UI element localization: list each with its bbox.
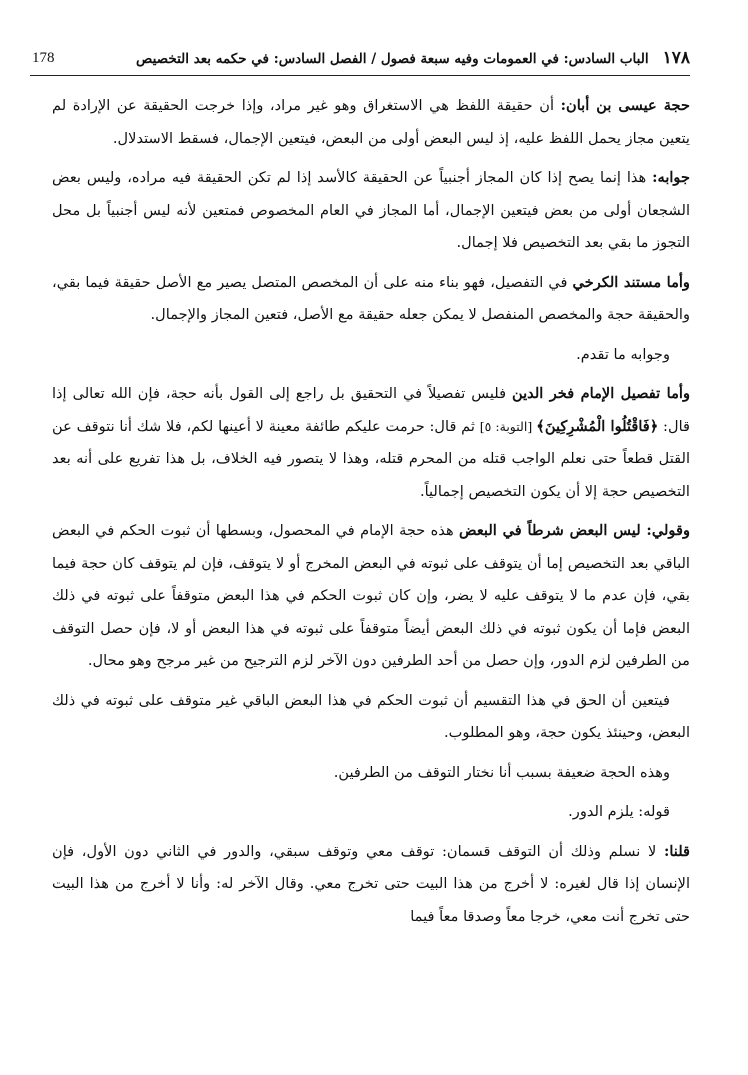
paragraph — [52, 90, 690, 155]
paragraph-lead: جوابه: — [652, 169, 690, 186]
paragraph — [52, 267, 690, 332]
page-header — [30, 45, 690, 76]
paragraph-text: وهذه الحجة ضعيفة بسبب أنا نختار التوقف من الطرفين. — [333, 763, 670, 781]
paragraph-text: فليس تفصيلاً في التحقيق بل راجع إلى القول بأنه حجة، فإن الله تعالى إذا قال: — [52, 385, 690, 435]
quran-verse: ﴿فَاقْتُلُوا الْمُشْرِكِينَ﴾ — [536, 417, 659, 435]
paragraph — [52, 162, 690, 260]
paragraph — [52, 515, 690, 678]
paragraph — [52, 836, 690, 934]
paragraph-lead: حجة عيسى بن أبان: — [560, 97, 690, 114]
page-number-arabic: ١٧٨ — [662, 48, 690, 68]
paragraph-text: هذه حجة الإمام في المحصول، وبسطها أن ثبوت الحكم في البعض الباقي بعد التخصيص إما أن يتوقف على ثبوته في البعض المخرج أو لا يتوقف، فإن لم يتوقف كان حجة فيما بقي، فإن عدم ما لا يتوقف عليه لا يضر، وإن كان ثبوت الحكم في هذا البعض متوقفاً على ثبوته في ذلك البعض فإما أن يكون ثبوته في ذلك البعض أيضاً متوقفاً على ثبوته في هذا البعض أو لا، فإن حصل التوقف من الطرفين لزم الدور، وإن حصل من أحد الطرفين دون الآخر لزم الترجيح من غير مرجح وهو محال. — [52, 522, 690, 669]
paragraph-lead: قلنا: — [663, 842, 690, 860]
paragraph-text: قوله: يلزم الدور. — [568, 803, 670, 820]
paragraph-text: لا نسلم وذلك أن التوقف قسمان: توقف معي وتوقف سبقي، والدور في الثاني دون الأول، فإن الإنسان إذا قال لغيره: لا أخرج من هذا البيت حتى تخرج معي. وقال الآخر له: وأنا لا أخرج من هذا البيت حتى تخرج أنت معي، خرجا معاً وصدقا معاً فيما — [52, 842, 690, 925]
running-title: الباب السادس: في العمومات وفيه سبعة فصول / الفصل السادس: في حكمه بعد التخصيص — [136, 51, 649, 67]
page-number-latin: 178 — [32, 50, 55, 66]
paragraph — [52, 796, 690, 829]
paragraph-lead: وأما مستند الكرخي — [572, 273, 690, 291]
page-body — [52, 90, 690, 940]
paragraph-text: هذا إنما يصح إذا كان المجاز أجنبياً عن الحقيقة كالأسد إذا لم تكن الحقيقة فيه مراده، وليس بعض الشجعان أولى من بعض فيتعين الإجمال، أما المجاز في العام المخصوص فمتعين لأنه ليس أجنبياً بل محل التجوز ما بقي بعد التخصيص فلا إجمال. — [52, 169, 690, 251]
verse-reference: [التوبة: ٥] — [479, 418, 537, 434]
paragraph-lead: وقولي: ليس البعض شرطاً في البعض — [459, 522, 690, 539]
paragraph-text: في التفصيل، فهو بناء منه على أن المخصص المتصل يصير مع الأصل حقيقة فيما بقي، والحقيقة حجة والمخصص المنفصل لا يمكن جعله حقيقة مع الأصل، فتعين المجاز والإجمال. — [52, 273, 690, 323]
paragraph — [52, 685, 690, 750]
paragraph-text: أن حقيقة اللفظ هي الاستغراق وهو غير مراد، وإذا خرجت الحقيقة عن الإرادة لم يتعين مجاز يحمل اللفظ عليه، إذ ليس البعض أولى من البعض، فيتعين الإجمال، فسقط الاستدلال. — [52, 97, 690, 147]
paragraph — [52, 378, 690, 508]
paragraph — [52, 757, 690, 790]
paragraph-text: فيتعين أن الحق في هذا التقسيم أن ثبوت الحكم في هذا البعض الباقي غير متوقف على ثبوته في ذلك البعض، وحينئذ يكون حجة، وهو المطلوب. — [52, 691, 690, 741]
paragraph-lead: وأما تفصيل الإمام فخر الدين — [512, 385, 690, 402]
running-header — [136, 48, 690, 68]
paragraph-text: وجوابه ما تقدم. — [576, 345, 670, 363]
paragraph-text-continued: ثم قال: حرمت عليكم طائفة معينة لا أعينها لكم، فلا شك أنا نتوقف عن القتل قطعاً حتى نعلم الواجب قتله من المحرم قتله، وهذا لا يتصور فيه الخلاف، بل هذا تفريع على أنه بعد التخصيص حجة إلا أن يكون التخصيص إجمالياً. — [52, 417, 690, 500]
paragraph — [52, 339, 690, 372]
